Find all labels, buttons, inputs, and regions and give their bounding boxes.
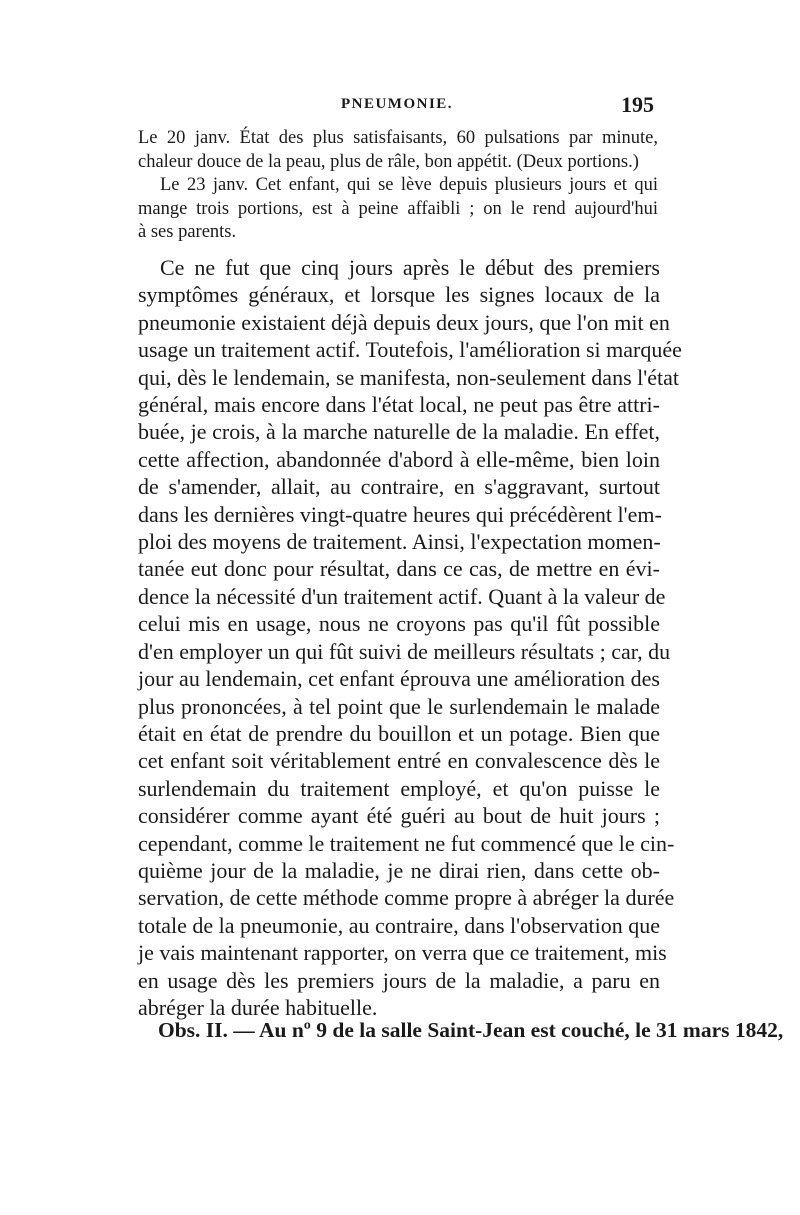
text-line: d'en employer un qui fût suivi de meilleurs résultats ; car, du	[138, 638, 671, 664]
page-number: 195	[621, 92, 654, 117]
observation-heading: Obs. II. — Au nº 9 de la salle Saint-Jean est couché, le 31 mars 1842,	[158, 1018, 784, 1042]
text-line: dence la nécessité d'un traitement actif. Quant à la valeur de	[138, 583, 666, 609]
text-line: tanée eut donc pour résultat, dans ce cas, de mettre en évi-	[138, 556, 660, 582]
text-line: général, mais encore dans l'état local, ne peut pas être attri-	[138, 392, 660, 418]
text-line: cet enfant soit véritablement entré en convalescence dès le	[138, 748, 660, 774]
main-paragraph	[138, 254, 682, 1021]
text-line: plus prononcées, à tel point que le surlendemain le malade	[138, 693, 660, 719]
text-line: jour au lendemain, cet enfant éprouva une amélioration des	[138, 666, 660, 692]
running-title: PNEUMONIE.	[340, 96, 454, 112]
text-line: Ce ne fut que cinq jours après le début des premiers	[160, 255, 660, 280]
text-line: buée, je crois, à la marche naturelle de la maladie. En effet,	[138, 419, 660, 445]
text-line: considérer comme ayant été guéri au bout de huit jours ;	[138, 803, 660, 829]
text-line: chaleur douce de la peau, plus de râle, bon appétit. (Deux portions.)	[138, 151, 639, 172]
text-line: usage un traitement actif. Toutefois, l'amélioration si marquée	[138, 337, 682, 363]
text-line: quième jour de la maladie, je ne dirai rien, dans cette ob-	[138, 857, 660, 883]
text-line: était en état de prendre du bouillon et un potage. Bien que	[138, 720, 660, 746]
text-line: de s'amender, allait, au contraire, en s'aggravant, surtout	[138, 474, 660, 500]
text-line: servation, de cette méthode comme propre à abréger la durée	[138, 885, 675, 911]
text-line: je vais maintenant rapporter, on verra que ce traitement, mis	[138, 940, 667, 966]
text-line: totale de la pneumonie, au contraire, dans l'observation que	[138, 912, 661, 938]
text-line: abréger la durée habituelle.	[138, 994, 378, 1020]
text-line: ploi des moyens de traitement. Ainsi, l'expectation momen-	[138, 529, 661, 555]
text-line: qui, dès le lendemain, se manifesta, non-seulement dans l'état	[138, 364, 679, 390]
text-line: Le 23 janv. Cet enfant, qui se lève depuis plusieurs jours et qui	[160, 175, 658, 195]
text-line: celui mis en usage, nous ne croyons pas qu'il fût possible	[138, 611, 660, 637]
text-line: en usage dès les premiers jours de la maladie, a paru en	[138, 967, 660, 993]
text-line: Le 20 janv. État des plus satisfaisants, 60 pulsations par minute,	[138, 128, 658, 148]
text-line: surlendemain du traitement employé, et qu'on puisse le	[138, 775, 660, 801]
text-line: cette affection, abandonnée d'abord à elle-même, bien loin	[138, 446, 660, 472]
clinical-notes	[138, 127, 658, 245]
running-head	[138, 92, 656, 118]
text-line: à ses parents.	[138, 222, 237, 242]
text-line: cependant, comme le traitement ne fut commencé que le cin-	[138, 830, 675, 856]
text-line: pneumonie existaient déjà depuis deux jours, que l'on mit en	[138, 309, 670, 335]
text-line: dans les dernières vingt-quatre heures qui précédèrent l'em-	[138, 501, 662, 527]
text-line: mange trois portions, est à peine affaibli ; on le rend aujourd'hui	[138, 198, 658, 219]
text-line: symptômes généraux, et lorsque les signes locaux de la	[138, 282, 660, 308]
